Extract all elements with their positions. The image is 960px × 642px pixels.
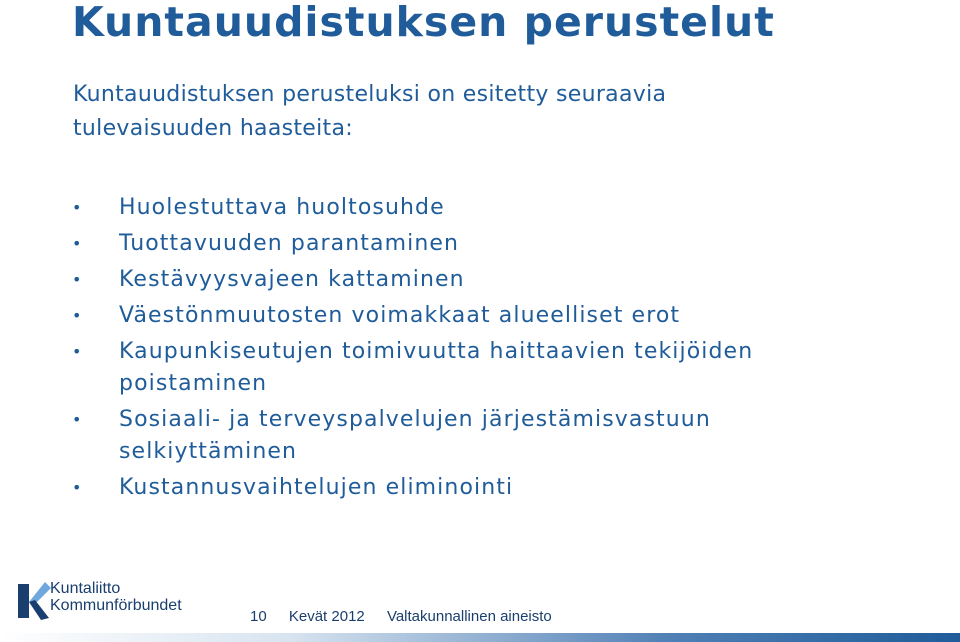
intro-text: Kuntauudistuksen perusteluksi on esitetty seuraavia tulevaisuuden haasteita: (73, 82, 667, 141)
bullet-dot: • (72, 234, 83, 253)
list-item (72, 300, 812, 332)
footer-date: Kevät 2012 (288, 608, 365, 625)
bullet-text: Kestävyysvajeen kattaminen (119, 267, 465, 292)
logo-text (50, 580, 182, 614)
page-number: 10 (250, 608, 267, 625)
bullet-dot: • (72, 198, 83, 217)
list-item (72, 404, 812, 468)
bullet-list (72, 192, 812, 508)
list-item (72, 192, 812, 224)
list-item (72, 264, 812, 296)
logo-line-1: Kuntaliitto (50, 580, 121, 597)
bullet-text: Tuottavuuden parantaminen (119, 231, 460, 256)
bullet-dot: • (72, 410, 83, 429)
logo-line-2: Kommunförbundet (50, 597, 182, 614)
slide-footer (0, 572, 960, 642)
footer-info (250, 608, 570, 625)
bullet-text: Kustannusvaihtelujen eliminointi (119, 475, 514, 500)
list-item (72, 472, 812, 504)
bullet-text: Väestönmuutosten voimakkaat alueelliset erot (119, 303, 681, 328)
bullet-dot: • (72, 306, 83, 325)
bullet-dot: • (72, 342, 83, 361)
bullet-dot: • (72, 478, 83, 497)
footer-gradient-bar (0, 633, 960, 642)
footer-organization: Valtakunnallinen aineisto (386, 608, 552, 625)
list-item (72, 228, 812, 260)
bullet-text: Kaupunkiseutujen toimivuutta haittaavien tekijöiden poistaminen (119, 339, 754, 396)
kuntaliitto-logo-icon (15, 578, 51, 624)
list-item (72, 336, 812, 400)
bullet-dot: • (72, 270, 83, 289)
bullet-text: Huolestuttava huoltosuhde (119, 195, 445, 220)
slide-title: Kuntauudistuksen perustelut (72, 0, 775, 46)
bullet-text: Sosiaali- ja terveyspalvelujen järjestämisvastuun selkiyttäminen (119, 407, 711, 464)
